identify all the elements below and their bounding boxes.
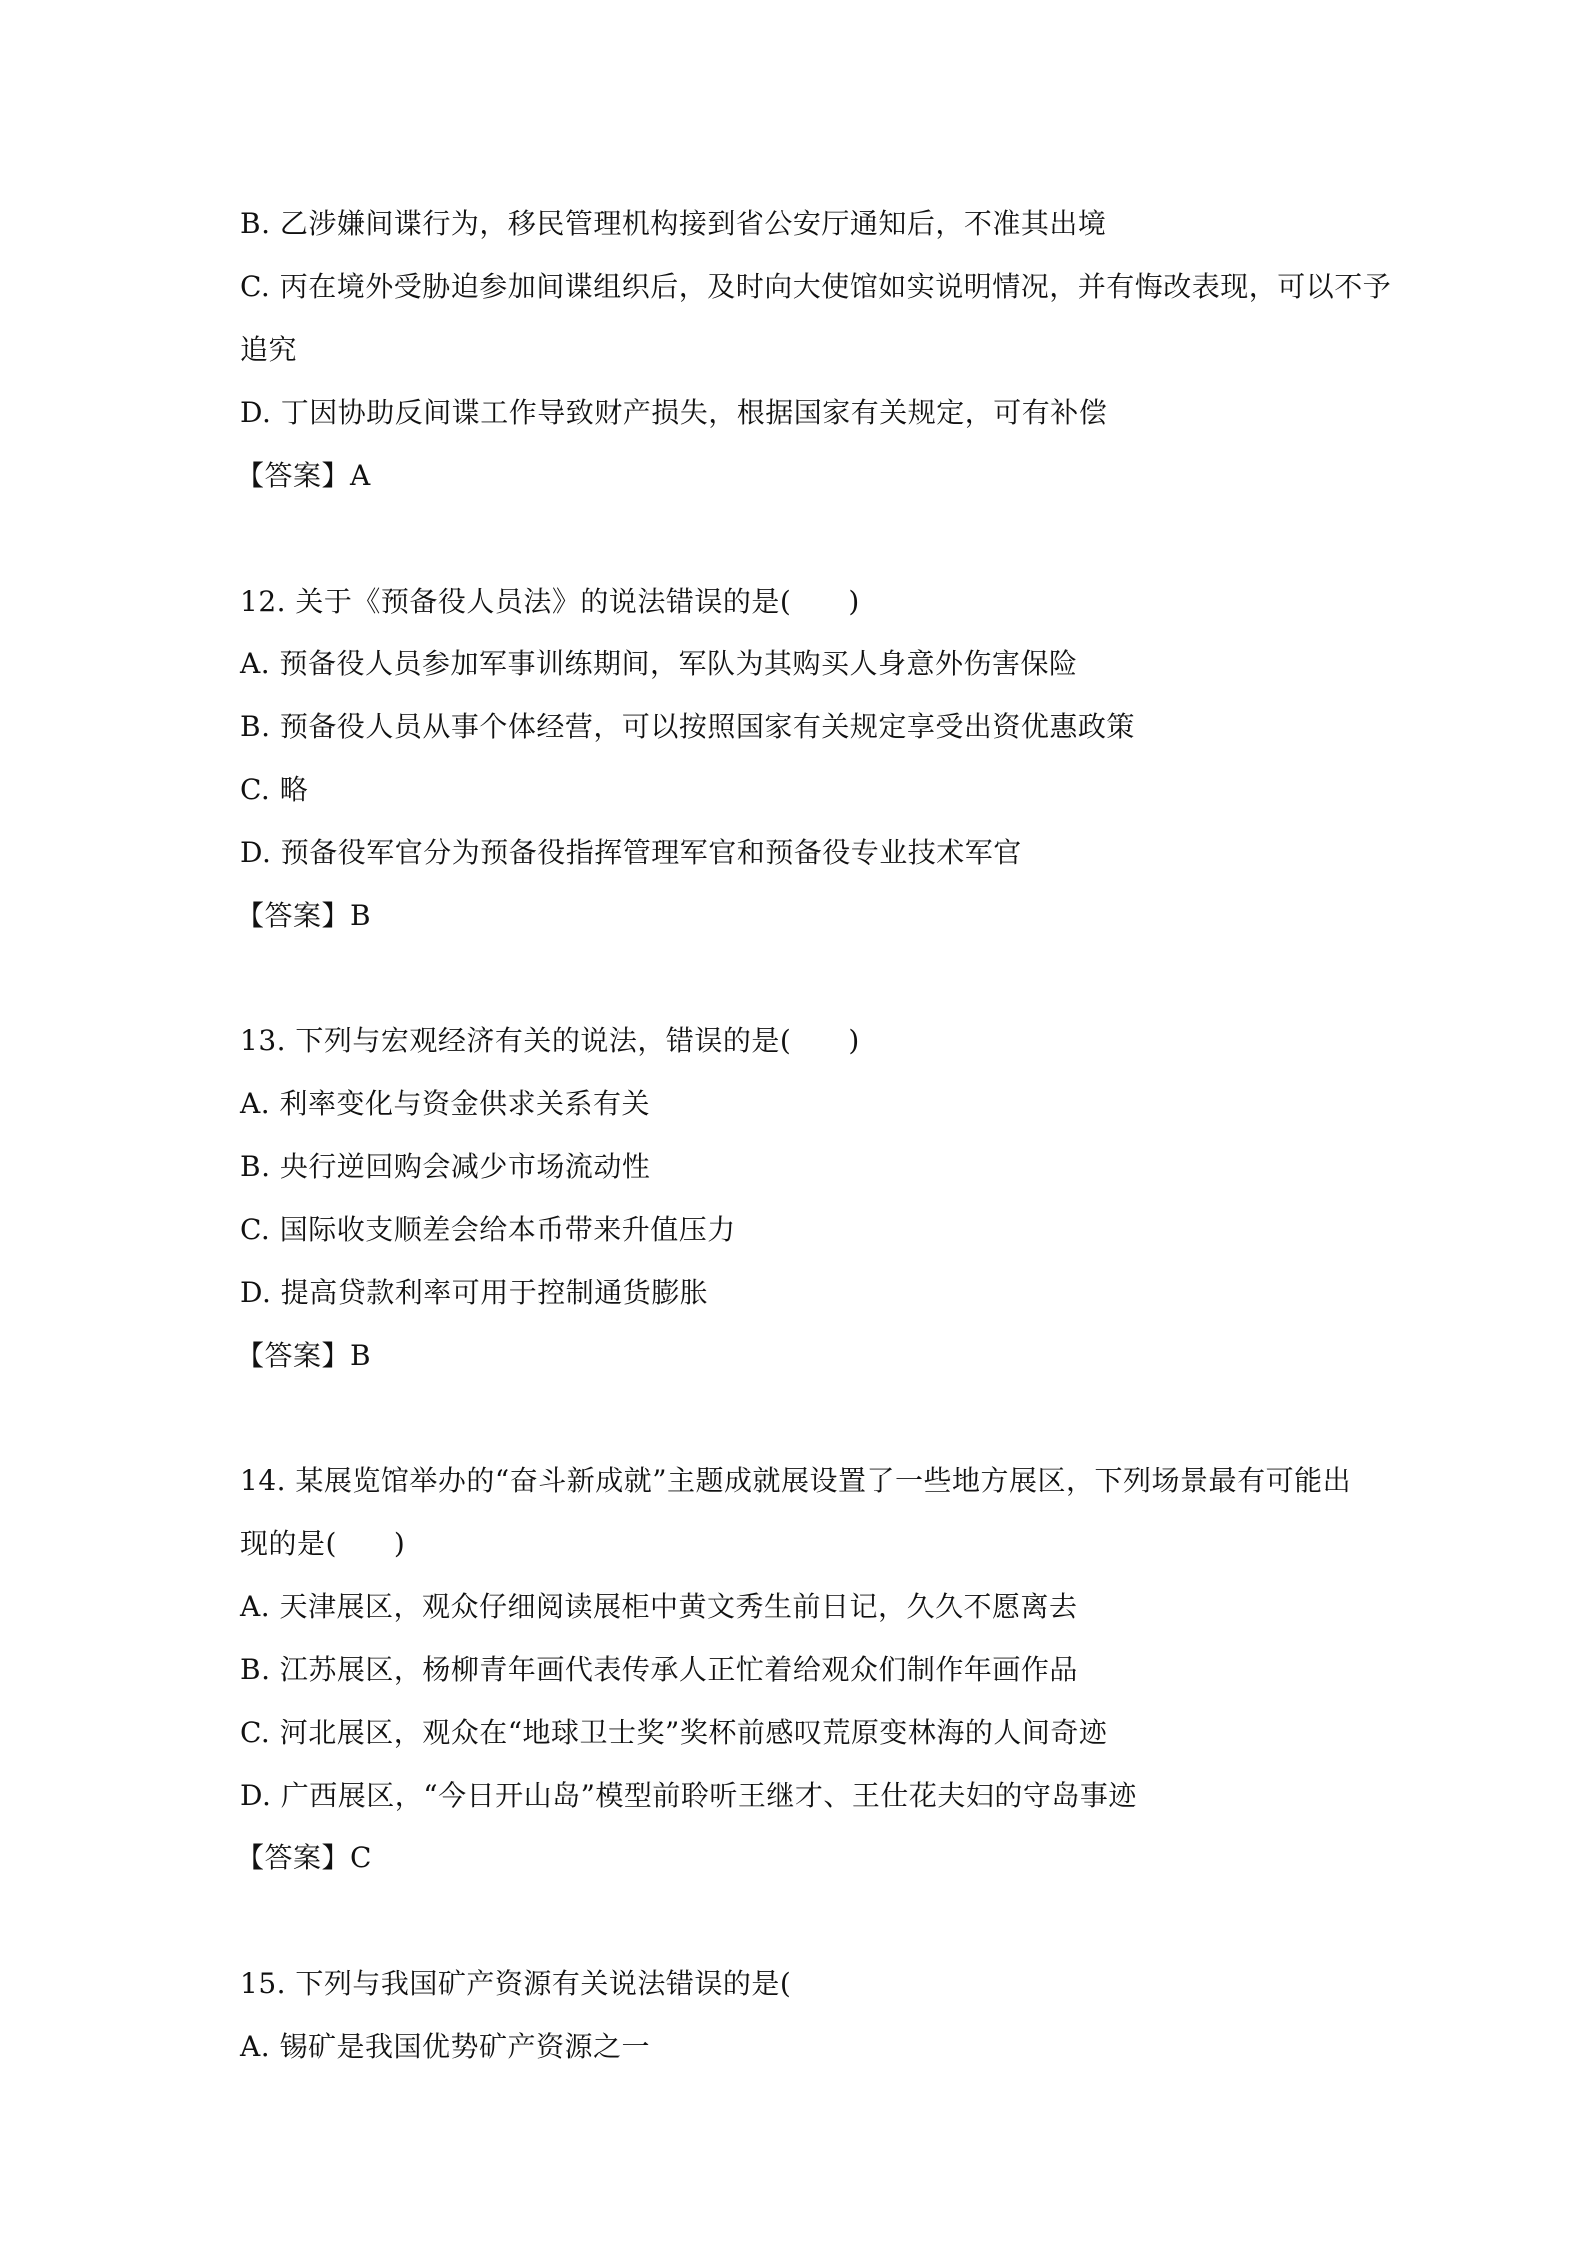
q11-option-d: D. 丁因协助反间谍工作导致财产损失，根据国家有关规定，可有补偿 (240, 396, 1108, 429)
q14-option-c: C. 河北展区，观众在“地球卫士奖”奖杯前感叹荒原变林海的人间奇迹 (240, 1716, 1108, 1749)
q14-option-d: D. 广西展区，“今日开山岛”模型前聆听王继才、王仕花夫妇的守岛事迹 (240, 1779, 1137, 1812)
q13-option-b: B. 央行逆回购会减少市场流动性 (240, 1150, 651, 1183)
q11-option-c-line2: 追究 (240, 333, 298, 366)
q12-option-a: A. 预备役人员参加军事训练期间，军队为其购买人身意外伤害保险 (240, 647, 1078, 680)
q14-option-a: A. 天津展区，观众仔细阅读展柜中黄文秀生前日记，久久不愿离去 (240, 1590, 1078, 1623)
q15-option-a: A. 锡矿是我国优势矿产资源之一 (240, 2030, 651, 2063)
q14-answer: 【答案】C (236, 1841, 372, 1874)
q11-option-b: B. 乙涉嫌间谍行为，移民管理机构接到省公安厅通知后，不准其出境 (240, 207, 1107, 240)
q13-option-c: C. 国际收支顺差会给本币带来升值压力 (240, 1213, 736, 1246)
q12-option-b: B. 预备役人员从事个体经营，可以按照国家有关规定享受出资优惠政策 (240, 710, 1135, 743)
q12-option-d: D. 预备役军官分为预备役指挥管理军官和预备役专业技术军官 (240, 836, 1022, 869)
q14-stem-line1: 14. 某展览馆举办的“奋斗新成就”主题成就展设置了一些地方展区，下列场景最有可能出 (240, 1464, 1352, 1497)
q12-option-c: C. 略 (240, 773, 309, 806)
q14-stem-line2: 现的是( ) (240, 1527, 406, 1560)
q13-stem: 13. 下列与宏观经济有关的说法，错误的是( ) (240, 1024, 860, 1057)
q13-option-d: D. 提高贷款利率可用于控制通货膨胀 (240, 1276, 709, 1309)
q13-answer: 【答案】B (236, 1339, 372, 1372)
q11-answer: 【答案】A (236, 459, 371, 492)
q13-option-a: A. 利率变化与资金供求关系有关 (240, 1087, 651, 1120)
q11-option-c-line1: C. 丙在境外受胁迫参加间谍组织后，及时向大使馆如实说明情况，并有悔改表现，可以不予 (240, 270, 1392, 303)
q12-stem: 12. 关于《预备役人员法》的说法错误的是( ) (240, 585, 860, 618)
q15-stem: 15. 下列与我国矿产资源有关说法错误的是( (240, 1967, 792, 2000)
q14-option-b: B. 江苏展区，杨柳青年画代表传承人正忙着给观众们制作年画作品 (240, 1653, 1078, 1686)
q12-answer: 【答案】B (236, 899, 372, 932)
